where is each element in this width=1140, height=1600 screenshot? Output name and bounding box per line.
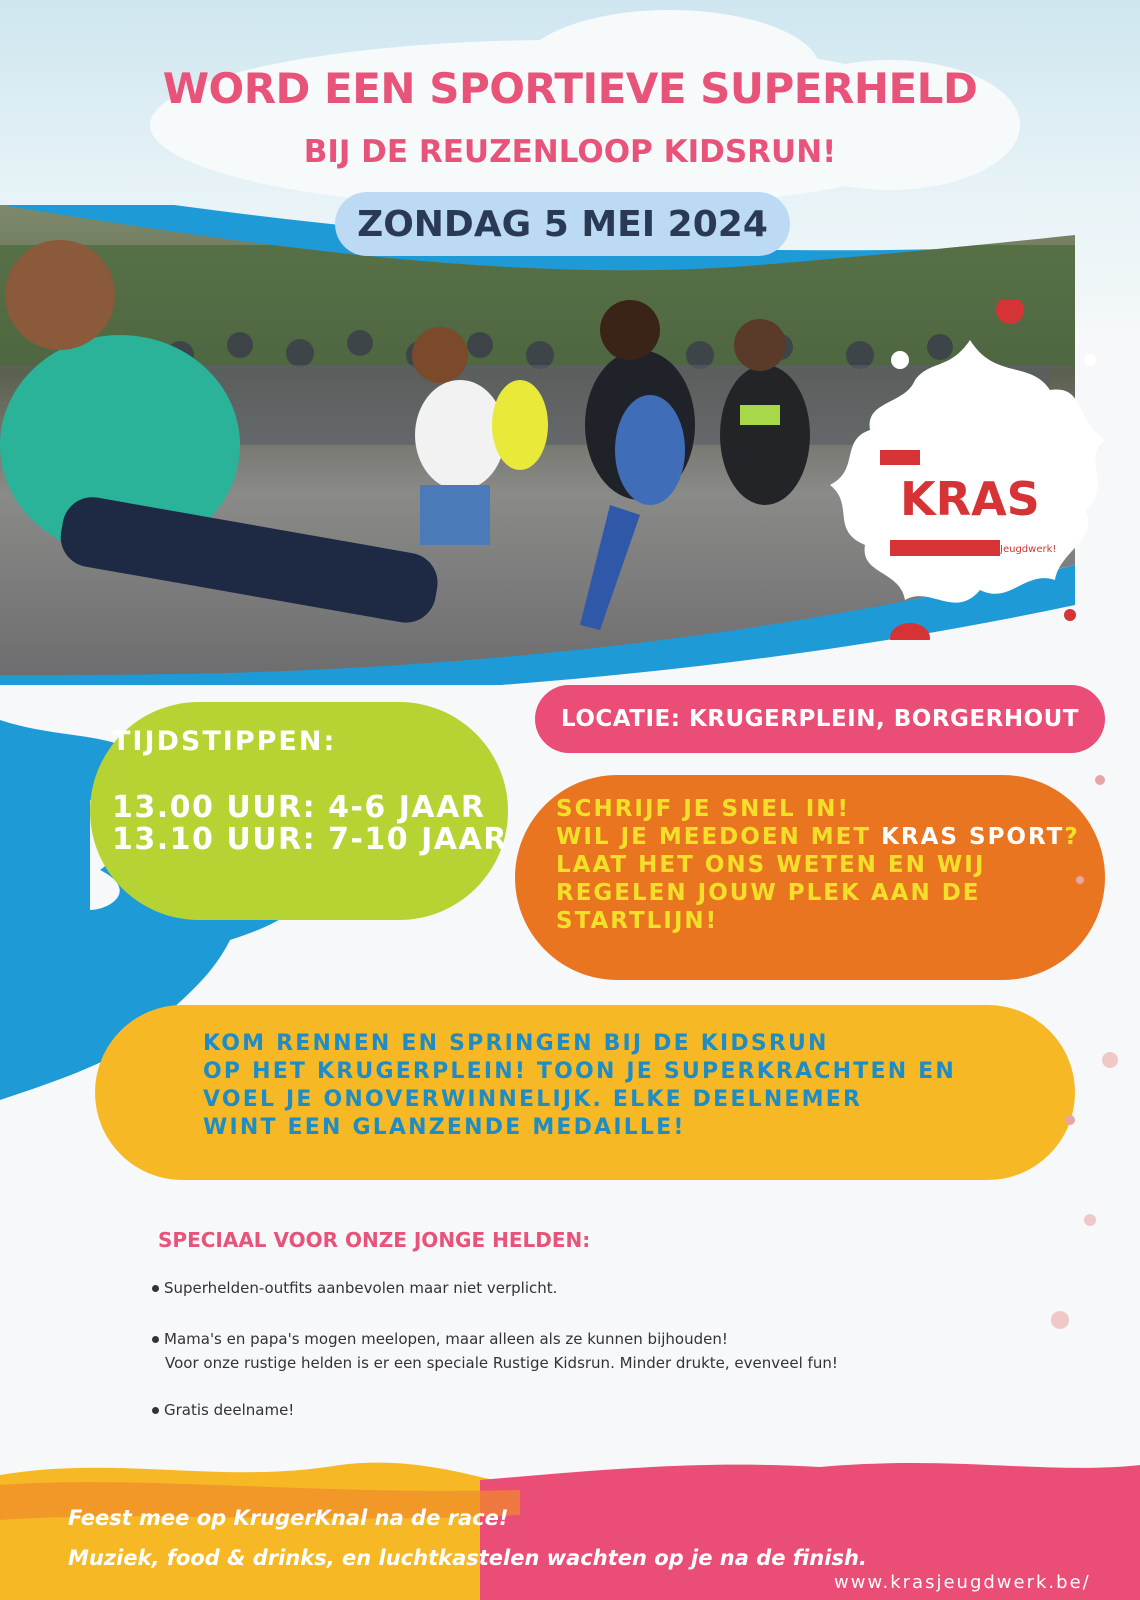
- event-date-pill: [335, 192, 790, 256]
- location-pill: [535, 685, 1105, 753]
- signup-line4: REGELEN JOUW PLEK AAN DE: [556, 880, 981, 906]
- kras-logo: [820, 300, 1120, 640]
- red-dots-decoration: [1040, 760, 1140, 1460]
- bullet-dot: [152, 1407, 159, 1414]
- kras-logo-text: KRAS: [900, 472, 1040, 526]
- headline-line2: BIJ DE REUZENLOOP KIDSRUN!: [303, 134, 837, 170]
- special-bullet-1-text: Superhelden-outfits aanbevolen maar niet verplicht.: [164, 1279, 558, 1297]
- footer-party-line: Feest mee op KrugerKnal na de race!: [68, 1506, 509, 1530]
- run-info-line2: OP HET KRUGERPLEIN! TOON JE SUPERKRACHTEN EN: [203, 1059, 957, 1084]
- headline-line1: WORD EEN SPORTIEVE SUPERHELD: [162, 64, 978, 113]
- special-bullet-2: [152, 1327, 728, 1351]
- special-bullet-1: [152, 1276, 557, 1300]
- special-bullet-2-text: Mama's en papa's mogen meelopen, maar alleen als ze kunnen bijhouden!: [164, 1330, 728, 1348]
- bullet-dot: [152, 1336, 159, 1343]
- run-info-line4: WINT EEN GLANZENDE MEDAILLE!: [203, 1115, 686, 1140]
- special-heading: SPECIAAL VOOR ONZE JONGE HELDEN:: [158, 1228, 591, 1252]
- time-slot-2: 13.10 UUR: 7-10 JAAR: [112, 822, 508, 857]
- run-info-line3: VOEL JE ONOVERWINNELIJK. ELKE DEELNEMER: [203, 1087, 863, 1112]
- times-heading: TIJDSTIPPEN:: [112, 726, 337, 757]
- special-bullet-3: [152, 1398, 294, 1422]
- signup-line3: LAAT HET ONS WETEN EN WIJ: [556, 852, 986, 878]
- special-bullet-2-continued: Voor onze rustige helden is er een speciale Rustige Kidsrun. Minder drukte, evenveel fun!: [165, 1354, 838, 1372]
- special-bullet-3-text: Gratis deelname!: [164, 1401, 295, 1419]
- run-info-text: [203, 1030, 1063, 1142]
- signup-line2: [556, 823, 1096, 851]
- signup-text: [556, 795, 1096, 935]
- location-text: LOCATIE: KRUGERPLEIN, BORGERHOUT: [561, 706, 1079, 732]
- signup-kras-sport: KRAS SPORT: [881, 824, 1065, 850]
- bullet-dot: [152, 1285, 159, 1292]
- run-info-line1: KOM RENNEN EN SPRINGEN BIJ DE KIDSRUN: [203, 1031, 829, 1056]
- signup-line1: SCHRIJF JE SNEL IN!: [556, 796, 850, 822]
- kras-logo-subtext: Jeugdwerk!: [1000, 544, 1057, 555]
- signup-line2-suffix: ?: [1064, 824, 1080, 850]
- event-date: ZONDAG 5 MEI 2024: [357, 203, 768, 245]
- time-slot-1: 13.00 UUR: 4-6 JAAR: [112, 790, 486, 825]
- footer-activities-line: Muziek, food & drinks, en luchtkastelen wachten op je na de finish.: [68, 1546, 867, 1570]
- signup-line2-prefix: WIL JE MEEDOEN MET: [556, 824, 882, 850]
- website-link[interactable]: www.krasjeugdwerk.be/: [834, 1572, 1091, 1593]
- signup-line5: STARTLIJN!: [556, 908, 719, 934]
